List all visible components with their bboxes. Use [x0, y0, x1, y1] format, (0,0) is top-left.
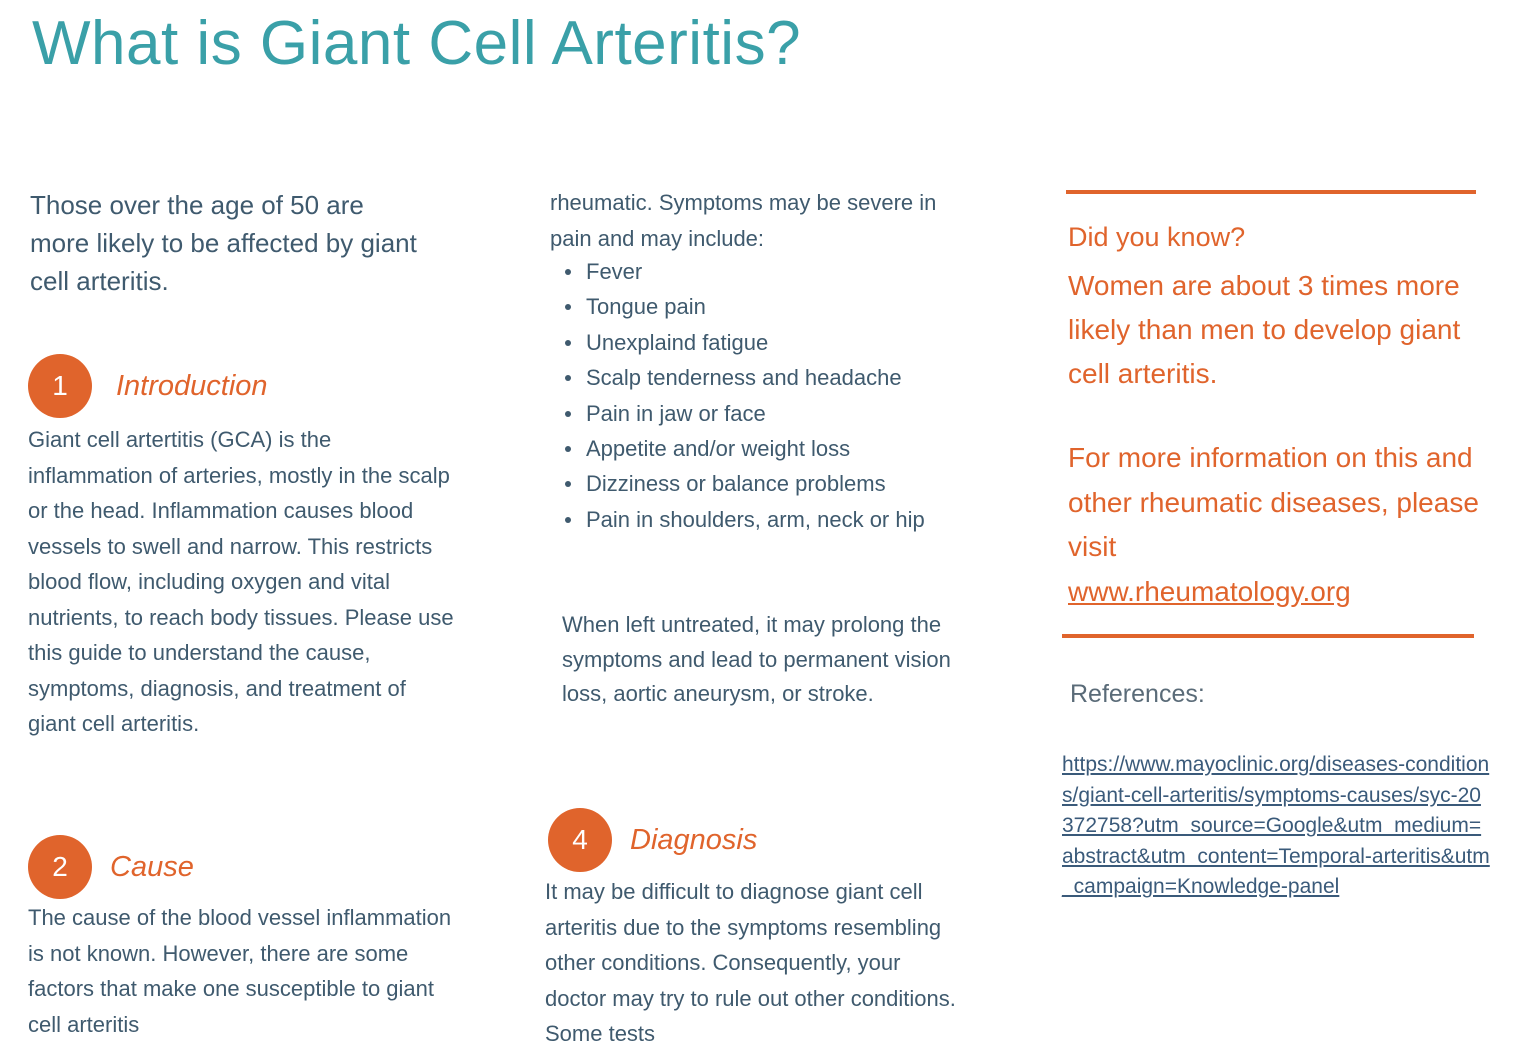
section-cause-header: [28, 835, 194, 899]
symptoms-intro: rheumatic. Symptoms may be severe in pain and may include:: [550, 190, 937, 251]
did-you-know-heading: Did you know?: [1068, 222, 1246, 252]
section-number-badge: 4: [548, 808, 612, 872]
introduction-body: Giant cell artertitis (GCA) is the inflammation of arteries, mostly in the scalp or the head. Inflammation causes blood vessels to swell and narrow. This restricts blood flow, including oxygen and vital nutrients, to reach body tissues. Please use this guide to understand the cause, symptoms, diagnosis, and treatment of giant cell arteritis.: [28, 427, 454, 736]
symptom-item: Tongue pain: [560, 289, 980, 324]
symptom-item: Pain in jaw or face: [560, 396, 980, 431]
reference-link[interactable]: https://www.mayoclinic.org/diseases-conditions/giant-cell-arteritis/symptoms-causes/syc-20372758?utm_source=Google&utm_medium=abstract&utm_content=Temporal-arteritis&utm_campaign=Knowledge-panel: [1062, 753, 1490, 899]
untreated-text: When left untreated, it may prolong the symptoms and lead to permanent vision loss, aortic aneurysm, or stroke.: [562, 612, 951, 706]
symptom-item: Appetite and/or weight loss: [560, 431, 980, 466]
cause-body: The cause of the blood vessel inflammation is not known. However, there are some factors that make one susceptible to giant cell arteritis: [28, 905, 452, 1037]
rheumatology-link[interactable]: www.rheumatology.org: [1068, 575, 1351, 607]
bottom-divider: [1062, 634, 1474, 638]
section-number-badge: 2: [28, 835, 92, 899]
symptom-item: Dizziness or balance problems: [560, 466, 980, 501]
section-diagnosis-header: [548, 808, 757, 872]
more-info-text: [1068, 436, 1508, 614]
page-title: What is Giant Cell Arteritis?: [32, 9, 802, 78]
section-title: Diagnosis: [630, 823, 758, 856]
symptom-item: Unexplaind fatigue: [560, 325, 980, 360]
references-label: References:: [1070, 680, 1205, 708]
symptom-item: Pain in shoulders, arm, neck or hip: [560, 502, 946, 537]
section-number-badge: 1: [28, 354, 92, 418]
lead-text: Those over the age of 50 are more likely to be affected by giant cell arteritis.: [30, 190, 417, 296]
section-title: Cause: [110, 850, 194, 883]
more-info-label: For more information on this and other rheumatic diseases, please visit: [1068, 442, 1479, 562]
did-you-know-fact: Women are about 3 times more likely than men to develop giant cell arteritis.: [1068, 270, 1461, 389]
section-introduction-header: [28, 354, 268, 418]
section-title: Introduction: [116, 369, 268, 402]
diagnosis-body: It may be difficult to diagnose giant cell arteritis due to the symptoms resembling other conditions. Consequently, your doctor may try to rule out other conditions. Some tests: [545, 879, 956, 1046]
symptom-item: Scalp tenderness and headache: [560, 360, 980, 395]
symptoms-list: [560, 254, 980, 537]
symptom-item: Fever: [560, 254, 980, 289]
top-divider: [1066, 190, 1476, 194]
